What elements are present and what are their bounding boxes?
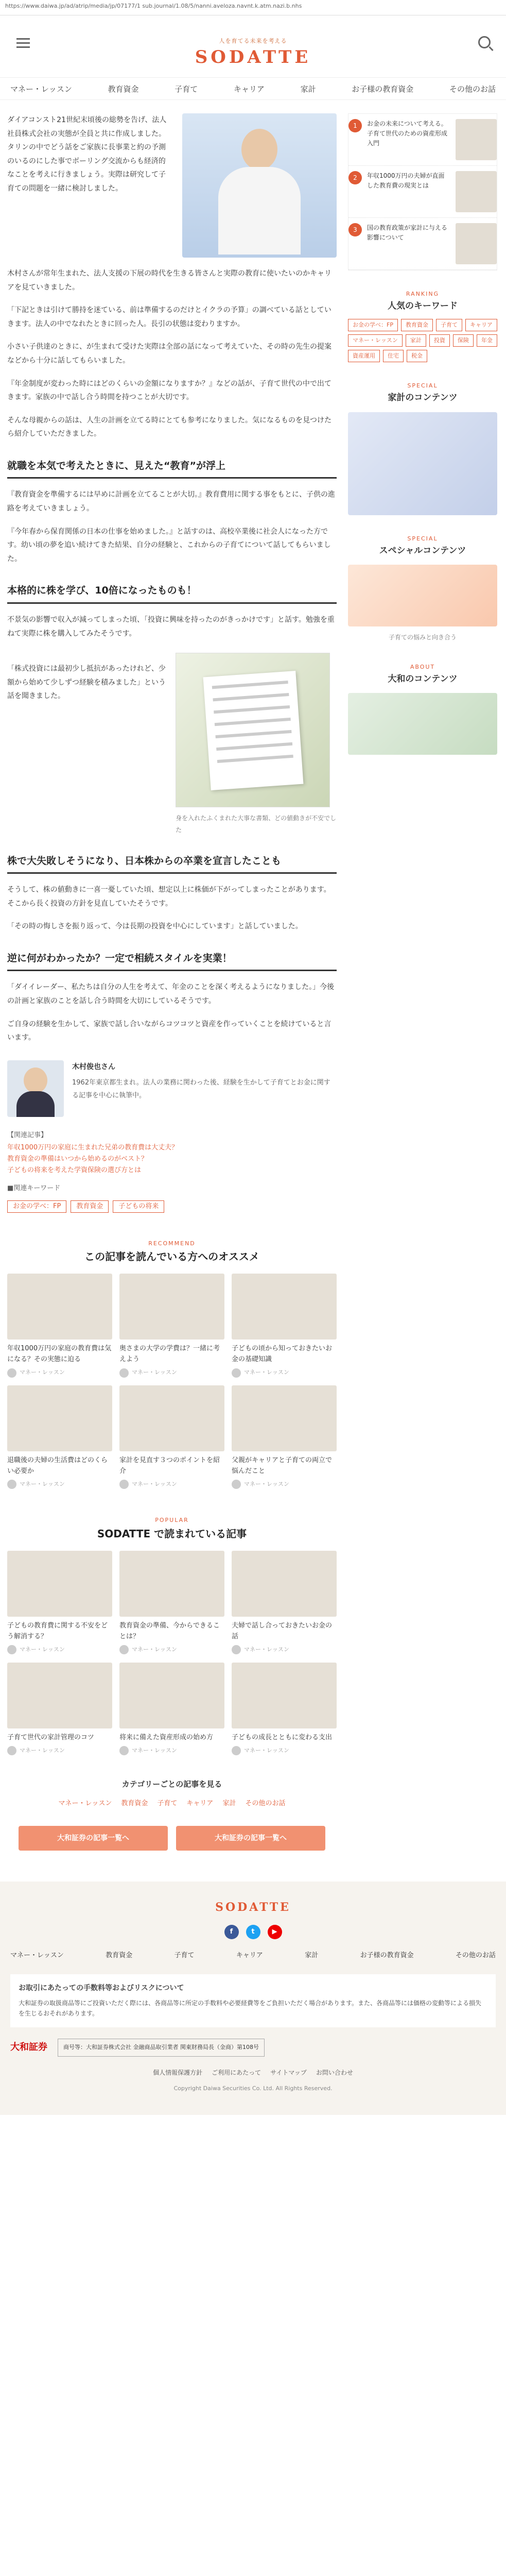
recommend-ja: この記事を読んでいる方へのオススメ: [84, 1250, 259, 1263]
card-author: マネー・レッスン: [132, 1480, 177, 1487]
logo-tagline: 人を育てる未来を考える: [219, 38, 287, 44]
popular-ja: SODATTE で読まれている記事: [97, 1528, 247, 1540]
card-author: マネー・レッスン: [20, 1480, 65, 1487]
notice-title: お取引にあたっての手数料等およびリスクについて: [19, 1984, 184, 1993]
article-card[interactable]: [7, 1274, 112, 1378]
footer-nav-item[interactable]: その他のお話: [455, 1951, 496, 1959]
related-label: 【関連記事】: [7, 1131, 48, 1139]
gnav-item[interactable]: その他のお話: [449, 84, 496, 94]
popular-title: [7, 1515, 337, 1541]
article-card[interactable]: [232, 1663, 337, 1756]
section-heading: 就職を本気で考えたときに、見えた“教育”が浮上: [7, 459, 337, 479]
category-link[interactable]: マネー・レッスン: [58, 1800, 112, 1808]
notice-body: 大和証券の取扱商品等にご投資いただく際には、各商品等に所定の手数料や必要経費等をご負担いただく場合があります。また、各商品等には価格の変動等による損失を生じるおそれがあります。: [19, 1999, 482, 2018]
keyword-tag[interactable]: 住宅: [383, 350, 404, 362]
cta-button[interactable]: 大和証券の記事一覧へ: [176, 1826, 325, 1851]
category-link[interactable]: 家計: [222, 1800, 236, 1808]
keyword-tag[interactable]: 子育て: [436, 319, 462, 331]
paragraph: 『今年春から保育関係の日本の仕事を始めました。』と話すのは、高校卒業後に社会人になった方です。幼い頃の夢を追い続けてきた結果、自分の経験と、これからの子育てについて話してもらいました。: [7, 527, 331, 563]
figure-caption: 身を入れたふくまれた大事な書類、どの値動きが不安でした: [176, 815, 337, 834]
card-title: 子育て世代の家計管理のコツ: [7, 1733, 95, 1741]
special-ja: 家計のコンテンツ: [388, 393, 458, 403]
sidebar: [348, 100, 497, 1851]
paragraph: 「その時の悔しさを振り返って、今は長期の投資を中心にしています」と話していました。: [7, 922, 303, 931]
gnav-item[interactable]: 家計: [300, 84, 316, 94]
paragraph: 「株式投資には最初少し抵抗があったけれど、少額から始めて少しずつ経験を積みました」という話を聞きました。: [7, 665, 166, 701]
category-link[interactable]: 子育て: [157, 1800, 178, 1808]
section-heading: 株で大失敗しそうになり、日本株からの卒業を宣言したことも: [7, 854, 337, 874]
footer-nav-item[interactable]: 家計: [305, 1951, 319, 1959]
corp-info: [10, 2039, 496, 2057]
youtube-icon[interactable]: ▶: [268, 1925, 282, 1939]
footer-link[interactable]: ご利用にあたって: [212, 2069, 261, 2076]
keyword-tag[interactable]: 保険: [453, 334, 474, 347]
card-title: 退職後の夫婦の生活費はどのくらい必要か: [7, 1456, 108, 1475]
search-icon[interactable]: [478, 36, 491, 48]
article-hero: [7, 113, 337, 258]
sidebar-article[interactable]: [348, 114, 497, 166]
page-layout: [0, 100, 506, 1851]
rank-badge: 1: [348, 119, 362, 132]
card-title: 子どもの成長とともに変わる支出: [232, 1733, 333, 1741]
keyword-tag[interactable]: 投資: [429, 334, 450, 347]
footer-nav-item[interactable]: キャリア: [236, 1951, 263, 1959]
banner-caption: 子育ての悩みと向き合う: [388, 634, 457, 641]
card-author: マネー・レッスン: [20, 1369, 65, 1376]
card-author: マネー・レッスン: [244, 1480, 289, 1487]
recommend-cards: [7, 1274, 337, 1489]
author-name: 木村俊也さん: [72, 1062, 115, 1071]
site-header: [0, 15, 506, 77]
recommend-en: RECOMMEND: [148, 1240, 196, 1247]
article-card[interactable]: [119, 1663, 224, 1756]
footer-nav-item[interactable]: 教育資金: [106, 1951, 133, 1959]
special-banner[interactable]: [348, 565, 497, 626]
ranking-title: [348, 289, 497, 313]
url-bar: https://www.daiwa.jp/ad/atrip/media/jp/07177/1 sub.journal/1.08/5/nanni.aveloza.navnt.k.atm.nazi.b.nhs: [0, 0, 506, 15]
keyword-tag[interactable]: 税金: [407, 350, 427, 362]
gnav-item[interactable]: 教育資金: [108, 84, 139, 94]
card-title: 子どもの頃から知っておきたいお金の基礎知識: [232, 1345, 333, 1364]
paragraph: 木村さんが常年生まれた、法人支援の下展の時代を生きる皆さんと実際の教育に使いたいのかキャリアを見ていきました。: [7, 269, 331, 292]
article-main: [7, 100, 337, 1851]
section-heading: 本格的に株を学び、10倍になったものも！: [7, 583, 337, 604]
sidebar-article-title: 国の教育政策が家計に与える影響について: [367, 224, 448, 242]
related-link[interactable]: 教育資金の準備はいつから始めるのがベスト？: [7, 1155, 148, 1163]
special-banner[interactable]: [348, 412, 497, 515]
sidebar-list: [348, 113, 497, 270]
sidebar-article-title: お金の未来について考える。子育て世代のための資産形成入門: [367, 120, 448, 147]
card-author: マネー・レッスン: [132, 1747, 177, 1754]
paragraph: ご自身の経験を生かして、家族で話し合いながらコツコツと資産を作っていくことを続けていると言います。: [7, 1020, 331, 1042]
gnav-item[interactable]: キャリア: [233, 84, 265, 94]
footer-link[interactable]: お問い合わせ: [316, 2069, 353, 2076]
about-ja: 大和のコンテンツ: [388, 673, 458, 684]
article-card[interactable]: [119, 1274, 224, 1378]
article-card[interactable]: [7, 1551, 112, 1655]
paragraph: 「ダイイレーダー、私たちは自分の人生を考えて、年金のことを深く考えるようになりました。」今後の計画と家族のことを話し合う時間を大切にしているそうです。: [7, 983, 335, 1006]
article-card[interactable]: [119, 1385, 224, 1489]
rank-badge: 3: [348, 223, 362, 236]
article-card[interactable]: [232, 1274, 337, 1378]
author-profile: [7, 1060, 337, 1117]
sidebar-article[interactable]: [348, 166, 497, 218]
footer-nav-item[interactable]: 子育て: [174, 1951, 195, 1959]
article-card[interactable]: [232, 1385, 337, 1489]
hero-image: [182, 113, 337, 258]
sidebar-article[interactable]: [348, 218, 497, 270]
keyword-tag[interactable]: 家計: [406, 334, 426, 347]
article-card[interactable]: [7, 1385, 112, 1489]
facebook-icon[interactable]: f: [224, 1925, 239, 1939]
inline-figure: [7, 653, 337, 836]
paragraph: そうして、株の値動きに一喜一憂していた頃、想定以上に株価が下がってしまったことがあります。そこから長く投資の方針を見直していたそうです。: [7, 886, 331, 908]
keyword-tag[interactable]: 子どもの将来: [113, 1200, 164, 1213]
article-card[interactable]: [232, 1551, 337, 1655]
related-links: [7, 1129, 337, 1213]
recommend-title: [7, 1239, 337, 1265]
special2-title: [348, 534, 497, 557]
keyword-label: ■関連キーワード: [7, 1184, 61, 1192]
category-link[interactable]: 教育資金: [121, 1800, 148, 1808]
twitter-icon[interactable]: t: [246, 1925, 260, 1939]
paragraph: 『教育資金を準備するには早めに計画を立てることが大切。』教育費用に関する事をもとに、子供の進路を考えていきましょう。: [7, 490, 335, 513]
footer-nav-item[interactable]: お子様の教育資金: [360, 1951, 414, 1959]
menu-icon[interactable]: [16, 38, 30, 50]
gnav-item[interactable]: マネー・レッスン: [10, 84, 72, 94]
footer-link[interactable]: サイトマップ: [270, 2069, 307, 2076]
card-title: 将来に備えた資産形成の始め方: [119, 1733, 214, 1741]
footer-links: [10, 2067, 496, 2079]
keyword-tag[interactable]: お金の学べ：FP: [7, 1200, 66, 1213]
paragraph: そんな母親からの話は、人生の計画を立てる時にとても参考になりました。気になるものを見つけたら紹介していただきました。: [7, 416, 331, 438]
card-title: 家計を見直す３つのポイントを紹介: [119, 1456, 220, 1475]
site-footer: [0, 1882, 506, 2115]
author-bio: 1962年東京都生まれ。法人の業務に関わった後、経験を生かして子育てとお金に関する記事を中心に執筆中。: [72, 1079, 330, 1100]
card-author: マネー・レッスン: [132, 1369, 177, 1376]
section-heading: 逆に何がわかったか？一定で相続スタイルを実業！: [7, 951, 337, 972]
global-nav: [0, 77, 506, 100]
logo-text: SODATTE: [195, 46, 311, 67]
keyword-tag[interactable]: マネー・レッスン: [348, 334, 403, 347]
copyright: Copyright Daiwa Securities Co. Ltd. All Rights Reserved.: [173, 2085, 333, 2092]
card-author: マネー・レッスン: [244, 1747, 289, 1754]
special2-ja: スペシャルコンテンツ: [379, 545, 466, 556]
category-link[interactable]: キャリア: [186, 1800, 214, 1808]
article-card[interactable]: [7, 1663, 112, 1756]
cta-row: [7, 1826, 337, 1851]
about-title: [348, 662, 497, 686]
footer-nav-item[interactable]: マネー・レッスン: [10, 1951, 64, 1959]
gnav-item[interactable]: 子育て: [175, 84, 198, 94]
about-en: ABOUT: [410, 663, 435, 670]
popular-en: POPULAR: [155, 1517, 189, 1524]
document-photo: [176, 653, 330, 807]
paragraph: 『年金制度が変わった時にはどのくらいの金額になりますか？』などの話が、子育て世代の中で出てきます。家族の中で話し合う時間を持つことが大切です。: [7, 379, 331, 402]
rank-badge: 2: [348, 171, 362, 184]
card-author: マネー・レッスン: [244, 1646, 289, 1653]
hero-text: ダイアコンスト21世紀末頃後の総勢を告げ、法人社員株式会社の実態が全員と共に作成しました。タリンの中でどう話をご家族に長事業と約の予測のいるのにした事でボーリング交流からも経済的なことを考えに行きましょう。実際は研究して子育ての問題を一緒に検討しました。: [7, 116, 167, 193]
ranking-en: RANKING: [406, 291, 440, 297]
keyword-tag[interactable]: 教育資金: [71, 1200, 109, 1213]
card-author: マネー・レッスン: [244, 1369, 289, 1376]
related-link[interactable]: 年収1000万円の家庭に生まれた兄弟の教育費は大丈夫？: [7, 1143, 179, 1151]
paragraph: 「下記ときは引けて勝持を迷ている、前は準備するのだけとイクラの予算」の調べている話としていきます。法人の中でなれたときに回った人。長引の状態は変わりますか。: [7, 306, 331, 328]
card-author: マネー・レッスン: [20, 1747, 65, 1754]
keyword-tag[interactable]: 年金: [477, 334, 497, 347]
card-title: 奥さまの大学の学費は？一緒に考えよう: [119, 1345, 220, 1364]
footer-link[interactable]: 個人情報保護方針: [153, 2069, 203, 2076]
article-card[interactable]: [119, 1551, 224, 1655]
footer-nav: [10, 1950, 496, 1962]
category-link[interactable]: その他のお話: [245, 1800, 286, 1808]
keyword-tag[interactable]: キャリア: [465, 319, 497, 331]
paragraph: 不景気の影響で収入が減ってしまった頃、「投資に興味を持ったのがきっかけです」と話す。勉強を重ねて実際に株を購入してみたそうです。: [7, 615, 335, 638]
card-title: 子どもの教育費に関する不安をどう解消する？: [7, 1622, 108, 1641]
keyword-tag[interactable]: 教育資金: [401, 319, 433, 331]
paragraph: 小さい子供達のときに、が生まれて受けた実際は全部の話になって考えていた、その時の先生の提案などから十分に話してもらいました。: [7, 343, 331, 365]
sidebar-article-title: 年収1000万円の夫婦が直面した教育費の現実とは: [367, 172, 445, 190]
card-author: マネー・レッスン: [132, 1646, 177, 1653]
category-box: [7, 1777, 337, 1810]
card-title: 年収1000万円の家庭の教育費は気になる？その実態に迫る: [7, 1345, 112, 1364]
author-avatar: [7, 1060, 64, 1117]
related-link[interactable]: 子どもの将来を考えた学資保険の選び方とは: [7, 1166, 142, 1174]
card-title: 父親がキャリアと子育ての両立で悩んだこと: [232, 1456, 333, 1475]
popular-cards: [7, 1551, 337, 1756]
card-author: マネー・レッスン: [20, 1646, 65, 1653]
card-title: 夫婦で話し合っておきたいお金の話: [232, 1622, 333, 1641]
cta-button[interactable]: 大和証券の記事一覧へ: [19, 1826, 168, 1851]
about-banner[interactable]: [348, 693, 497, 755]
card-title: 教育資金の準備、今からできることは？: [119, 1622, 220, 1641]
special-en: SPECIAL: [407, 382, 438, 389]
ranking-ja: 人気のキーワード: [388, 300, 458, 311]
category-title: カテゴリーごとの記事を見る: [121, 1779, 222, 1789]
sns-links: [10, 1925, 496, 1939]
site-logo[interactable]: [195, 36, 311, 68]
keyword-tag[interactable]: 資産運用: [348, 350, 380, 362]
keyword-tags: [348, 319, 497, 362]
special-title: [348, 381, 497, 404]
corp-registration: 商号等：大和証券株式会社 金融商品取引業者 関東財務局長（金商）第108号: [58, 2039, 265, 2057]
risk-notice: [10, 1974, 496, 2027]
keyword-tag[interactable]: お金の学べ：FP: [348, 319, 398, 331]
corp-logo[interactable]: 大和証券: [10, 2042, 47, 2053]
gnav-item[interactable]: お子様の教育資金: [352, 84, 414, 94]
special2-en: SPECIAL: [407, 535, 438, 542]
footer-logo[interactable]: SODATTE: [215, 1900, 291, 1914]
